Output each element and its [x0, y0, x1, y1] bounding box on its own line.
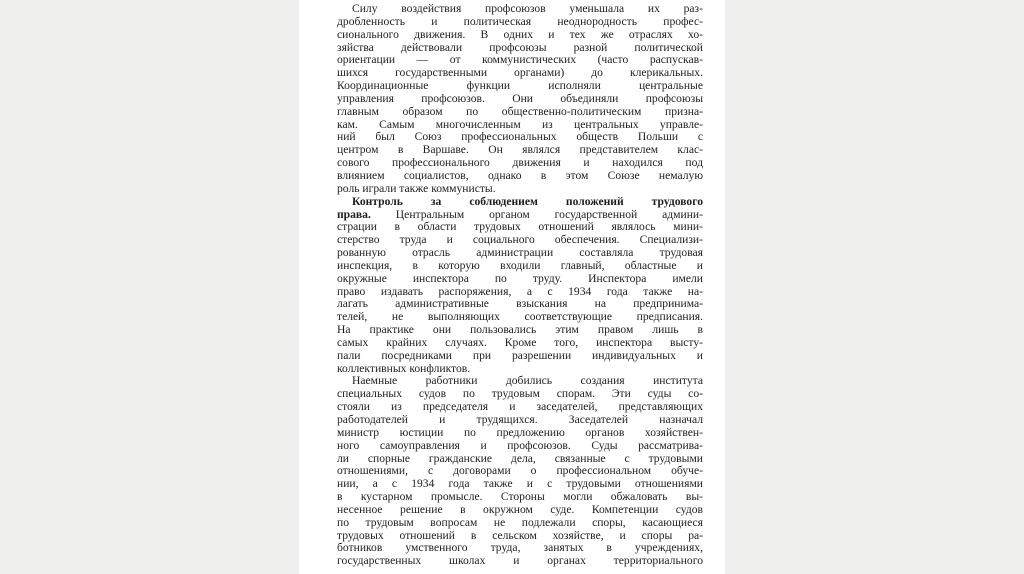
text-run: лагать административные взыскания на предпринима-	[337, 297, 703, 311]
text-run: центром в Варшаве. Он являлся представителем клас-	[337, 143, 703, 157]
text-run: стояли из председателя и заседателей, представляющих	[337, 400, 703, 414]
text-run: государственных школах и органах территориального	[337, 554, 703, 568]
text-run: телей, не выполняющих соответствующие предписания.	[337, 310, 703, 324]
text-run: коллективных конфликтов.	[337, 361, 471, 375]
text-run: На практике они пользовались этим правом лишь в	[337, 323, 703, 337]
text-run: главным образом по общественно-политическим призна-	[337, 104, 703, 118]
text-run: окружные инспектора по труду. Инспектора имели	[337, 271, 703, 285]
text-run: рованную отрасль администрации составляла трудовая	[337, 246, 703, 260]
text-run: трудовых отношений в сельском хозяйстве, и споры ра-	[337, 528, 703, 542]
text-run: ботников умственного труда, занятых в учреждениях,	[337, 541, 703, 555]
text-run: управления профсоюзов. Они объединяли профсоюзы	[337, 91, 703, 105]
text-run: стерство труда и социального обеспечения. Специализи-	[337, 233, 703, 247]
bold-run: права.	[337, 207, 371, 221]
text-run: ного самоуправления и профсоюзов. Суды рассматрива-	[337, 438, 703, 452]
text-run: ориентации — от коммунистических (часто распускав-	[337, 53, 703, 67]
text-run: Силу воздействия профсоюзов уменьшала их раз-	[352, 2, 703, 15]
text-run: пали посредниками при разрешении индивидуальных и	[337, 348, 703, 362]
text-run: Центральным органом государственной админи-	[370, 207, 703, 221]
text-run: зяйства действовали профсоюзы разной политической	[337, 40, 703, 54]
paragraph	[337, 375, 703, 568]
bold-run: Контроль за соблюдением положений трудового	[352, 194, 703, 208]
text-run: самых крайних случаях. Кроме того, инспектора высту-	[337, 335, 703, 349]
text-run: кам. Самым многочисленным из центральных управле-	[337, 117, 703, 131]
text-run: сового профессионального движения и находился под	[337, 156, 703, 170]
text-run: дробленность и политическая неоднородность профес-	[337, 14, 703, 28]
text-column	[337, 3, 703, 568]
text-run: роль играли также коммунисты.	[337, 181, 496, 195]
text-run: министр юстиции по предложению органов хозяйствен-	[337, 425, 703, 439]
scanned-page	[299, 0, 725, 574]
text-run: работодателей и трудящихся. Заседателей назначал	[337, 413, 703, 426]
text-line	[337, 555, 703, 568]
text-run: по трудовым вопросам не подлежали споры, касающиеся	[337, 515, 703, 529]
text-run: в кустарном промысле. Стороны могли обжаловать вы-	[337, 490, 703, 504]
text-run: инспекция, в которую входили главный, областные и	[337, 258, 703, 272]
text-run: влиянием социалистов, однако в этом Союзе немалую	[337, 168, 703, 182]
text-run: Координационные функции исполняли центральные	[337, 79, 703, 93]
text-run: ний был Союз профессиональных обществ Польши с	[337, 130, 703, 144]
paragraph	[337, 3, 703, 196]
text-run: отношениями, с договорами о профессиональном обуче-	[337, 464, 703, 478]
text-run: шихся государственными органами) до клерикальных.	[337, 66, 703, 80]
text-run: ли спорные гражданские дела, связанные с трудовыми	[337, 451, 703, 465]
text-run: сионального движения. В одних и тех же отраслях хо-	[337, 27, 703, 41]
text-run: страции в области трудовых отношений являлось мини-	[337, 220, 703, 234]
text-run: право издавать распоряжения, а с 1934 года также на-	[337, 284, 703, 298]
text-run: специальных судов по трудовым спорам. Эти суды со-	[337, 387, 703, 401]
text-run: несенное решение в окружном суде. Компетенции судов	[337, 502, 703, 516]
text-run: нии, а с 1934 года также и с трудовыми отношениями	[337, 477, 703, 491]
paragraph	[337, 196, 703, 376]
text-run: Наемные работники добились создания института	[352, 374, 703, 388]
